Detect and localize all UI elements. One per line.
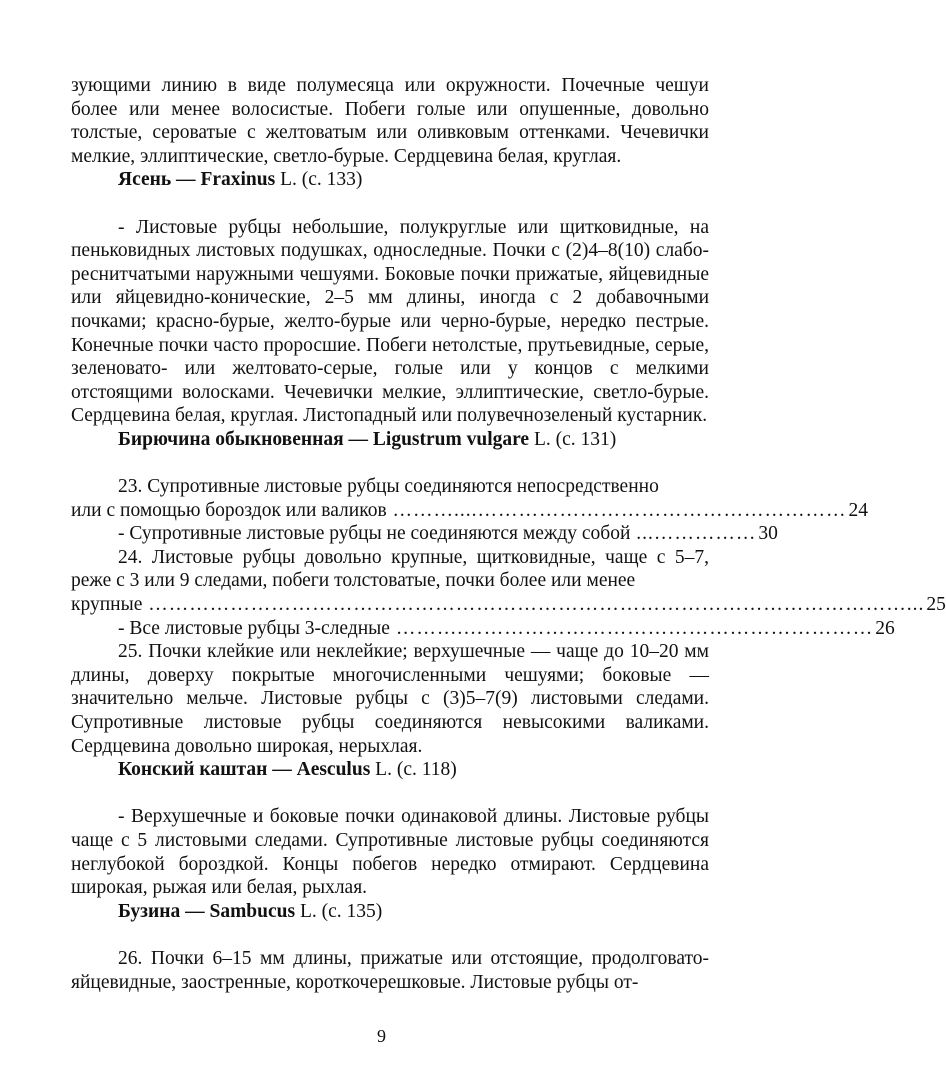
paragraph: зующими линию в виде полумесяца или окружности. Почечные чешуи более или менее волосистые. Побеги голые или опушенные, довольно толстые, сероватые с желтоватым или оливковым оттенками. Чечевички мелкие, эллиптические, светло-бурые. Сердцевина белая, круглая. — [71, 75, 709, 167]
key-couplet-line: 24. Листовые рубцы довольно крупные, щитковидные, чаще с 5–7, реже с 3 или 9 следами, побеги толстоватые, почки более или менее — [71, 546, 709, 592]
page-number: 9 — [377, 1026, 386, 1046]
key-leader-dots: ……….…………………………………………………… — [389, 617, 874, 639]
key-couplet-lead — [71, 593, 946, 617]
taxon-author-page: L. (с. 135) — [295, 900, 383, 922]
taxon-name-ru: Конский каштан — — [118, 759, 292, 781]
key-text: крупные — [71, 594, 143, 616]
key-leader-dots: …………………………………………………………………………………………………... — [142, 594, 925, 616]
taxon-name-ru: Ясень — — [118, 169, 196, 191]
paragraph: 26. Почки 6–15 мм длины, прижатые или отстоящие, продолговато-яйцевидные, заостренные, короткочерешковые. Листовые рубцы от- — [71, 947, 709, 993]
key-text: или с помощью бороздок или валиков — [71, 499, 387, 521]
key-couplet-line: 23. Супротивные листовые рубцы соединяются непосредственно — [118, 476, 659, 498]
key-target-number: 30 — [758, 523, 778, 545]
taxon-name-latin: Sambucus — [209, 900, 296, 922]
taxon-name-ru: Бирючина обыкновенная — — [118, 428, 369, 450]
key-text: - Супротивные листовые рубцы не соединяются между собой — [118, 523, 631, 545]
taxon-name — [71, 900, 709, 924]
taxon-name-latin: Aesculus — [296, 759, 371, 781]
paragraph: - Верхушечные и боковые почки одинаковой длины. Листовые рубцы чаще с 5 листовыми следами. Супротивные листовые рубцы соединяются неглубокой бороздкой. Концы побегов нередко отмирают. Сердцевина широкая, рыжая или белая, рыхлая. — [71, 806, 709, 899]
key-target-number: 26 — [875, 617, 895, 639]
taxon-name — [71, 428, 709, 452]
taxon-name-ru: Бузина — — [118, 900, 205, 922]
paragraph: - Листовые рубцы небольшие, полукруглые или щитковидные, на пеньковидных листовых подушках, односледные. Почки с (2)4–8(10) слабо-реснитчатыми наружными чешуями. Боковые почки прижатые, яйцевидные или яйцевидно-конические, 2–5 мм длины, иногда с 2 добавочными почками; красно-бурые, желто-бурые или черно-бурые, нередко пестрые. Конечные почки часто проросшие. Побеги нетолстые, прутьевидные, серые, зеленовато- или желтовато-серые, голые или у концов с мелкими отстоящими волосками. Чечевички мелкие, эллиптические, светло-бурые. Сердцевина белая, круглая. Листопадный или полувечнозеленый кустарник. — [71, 216, 709, 427]
taxon-name-latin: Fraxinus — [200, 169, 276, 191]
key-leader-dots: ...…………… — [630, 523, 757, 545]
key-couplet-lead — [71, 617, 895, 641]
taxon-author-page: L. (с. 118) — [370, 759, 457, 781]
key-target-number: 25 — [926, 594, 946, 616]
taxon-name — [71, 168, 709, 192]
key-leader-dots: ………....……………………………………………… — [386, 499, 847, 521]
taxon-author-page: L. (с. 133) — [275, 169, 363, 191]
key-text: - Все листовые рубцы 3-следные — [118, 617, 390, 639]
key-couplet-lead — [71, 499, 869, 523]
key-couplet-lead — [71, 522, 778, 546]
taxon-name — [71, 758, 709, 782]
key-target-number: 24 — [848, 499, 869, 521]
paragraph: 25. Почки клейкие или неклейкие; верхушечные — чаще до 10–20 мм длины, доверху покрытые многочисленными чешуями; боковые — значительно мельче. Листовые рубцы с (3)5–7(9) листовыми следами. Супротивные листовые рубцы соединяются невысокими валиками. Сердцевина довольно широкая, нерыхлая. — [71, 641, 709, 757]
taxon-name-latin: Ligustrum vulgare — [372, 428, 530, 450]
document-page — [71, 74, 946, 994]
taxon-author-page: L. (с. 131) — [529, 428, 617, 450]
